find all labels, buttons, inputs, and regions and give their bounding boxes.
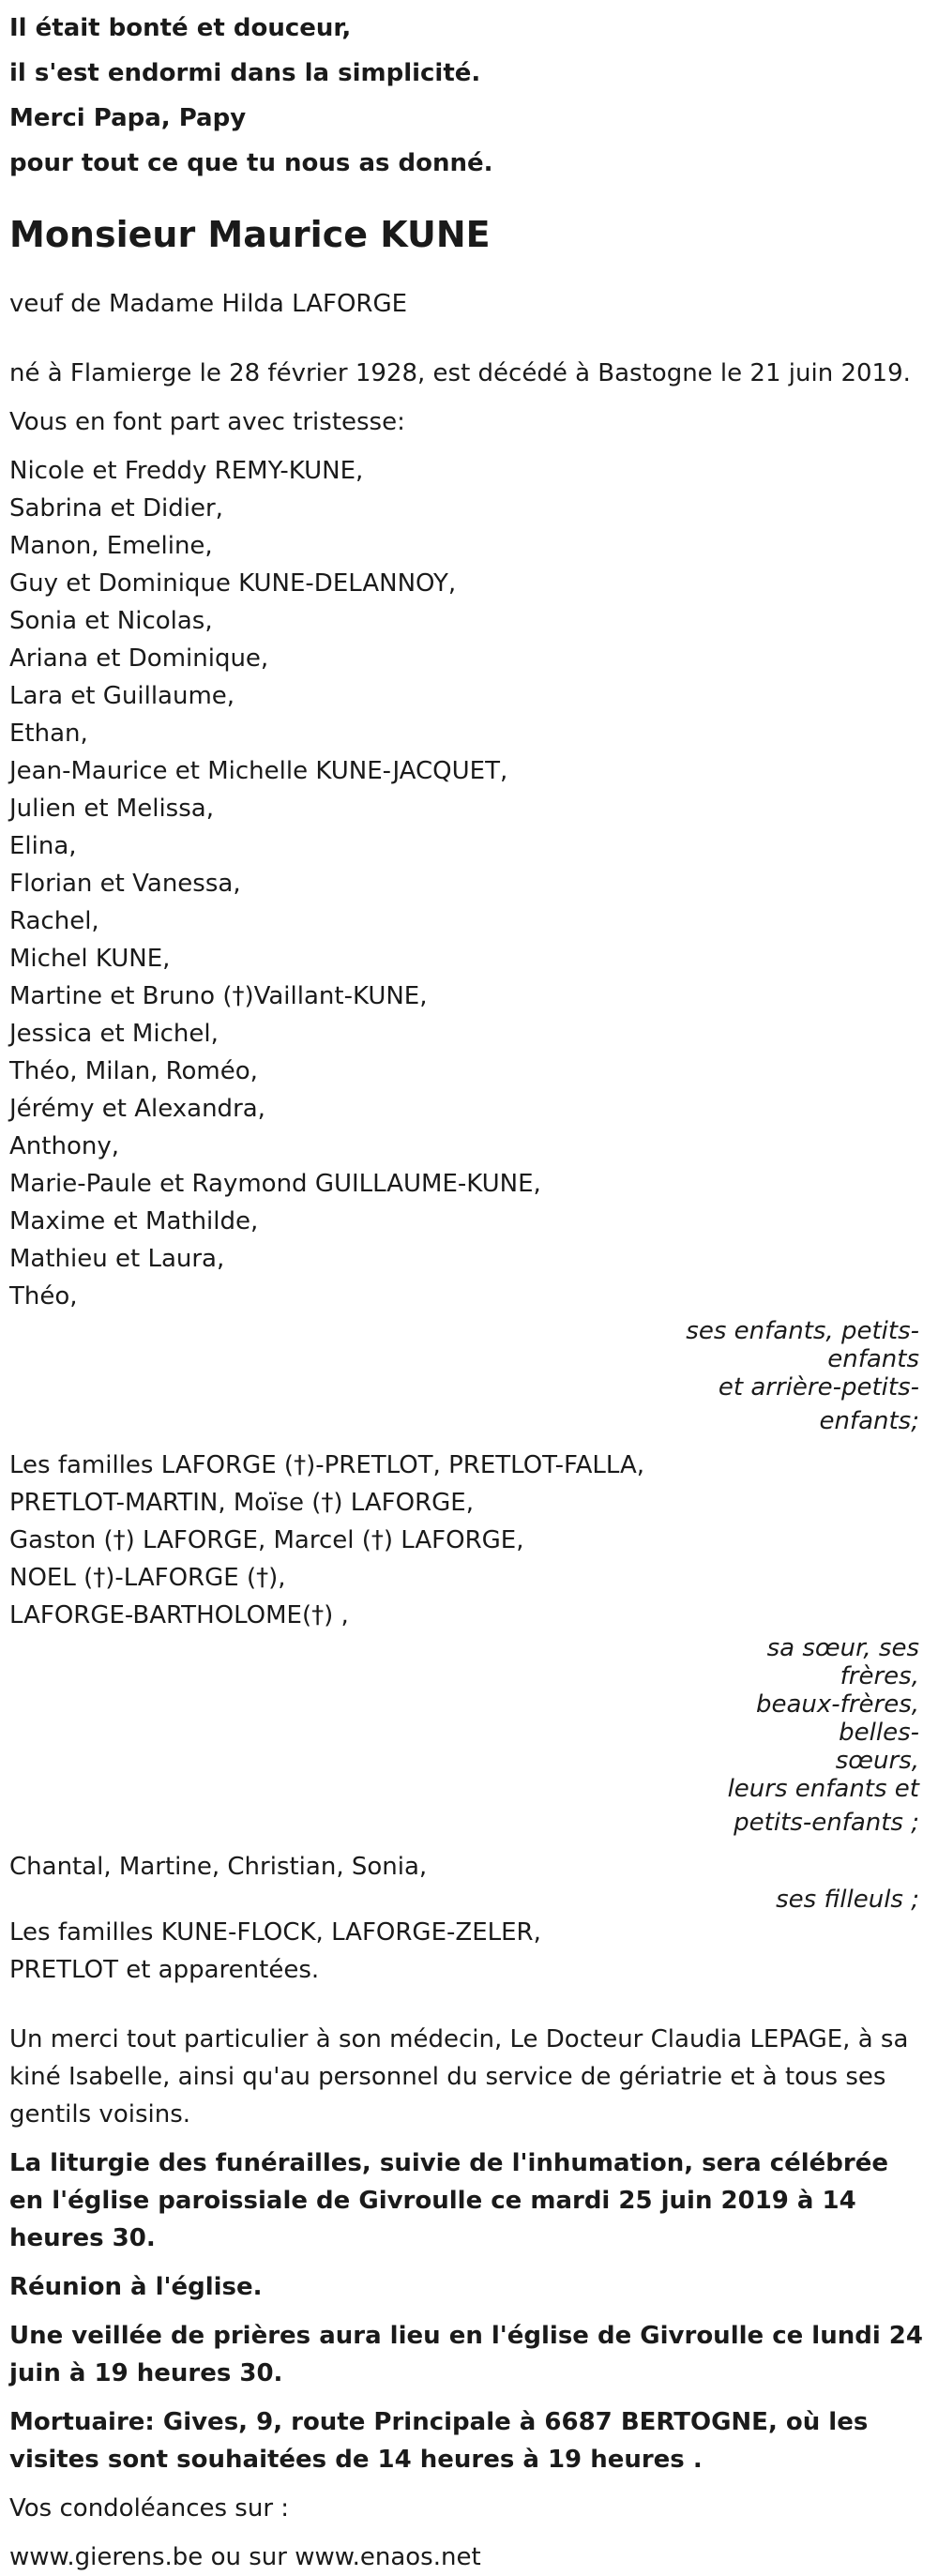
families-other-list	[9, 1914, 929, 1989]
intro-line: il s'est endormi dans la simplicité.	[9, 59, 481, 87]
announce-line: Vous en font part avec tristesse:	[9, 408, 405, 436]
funeral-paragraph: La liturgie des funérailles, suivie de l'inhumation, sera célébrée en l'église paroissiale de Givroulle ce mardi 25 juin 2019 à 14 heures 30.	[9, 2149, 888, 2252]
relation-godchildren	[685, 1886, 919, 1914]
family-line: Ethan,	[9, 720, 88, 748]
relation-line: enfants	[827, 1345, 919, 1373]
widower-line: veuf de Madame Hilda LAFORGE	[9, 290, 408, 318]
family-line: Nicole et Freddy REMY-KUNE,	[9, 457, 364, 485]
family-line: Sonia et Nicolas,	[9, 607, 213, 635]
family-line: Guy et Dominique KUNE-DELANNOY,	[9, 569, 457, 598]
relation-line: ses filleuls ;	[776, 1886, 919, 1914]
family-line: Anthony,	[9, 1132, 119, 1160]
family-line: Maxime et Mathilde,	[9, 1207, 259, 1235]
family-line: PRETLOT et apparentées.	[9, 1956, 320, 1984]
family-line: Rachel,	[9, 907, 99, 935]
family-line: Elina,	[9, 832, 77, 860]
relation-line: ses enfants, petits-	[686, 1317, 919, 1345]
family-line: Marie-Paule et Raymond GUILLAUME-KUNE,	[9, 1170, 541, 1198]
relation-line: enfants;	[819, 1407, 919, 1435]
mortuary-paragraph: Mortuaire: Gives, 9, route Principale à 6687 BERTOGNE, où les visites sont souhaitées de 14 heures à 19 heures .	[9, 2408, 869, 2474]
intro-line: Merci Papa, Papy	[9, 104, 247, 132]
family-children-list	[9, 452, 929, 1315]
relation-siblings	[685, 1634, 919, 1837]
family-line: Sabrina et Didier,	[9, 494, 223, 523]
condolences-sites: www.gierens.be ou sur www.enaos.net	[9, 2543, 481, 2571]
condolences-label: Vos condoléances sur :	[9, 2494, 290, 2523]
family-line: Julien et Melissa,	[9, 795, 214, 823]
intro-verse	[9, 6, 929, 186]
family-line: Ariana et Dominique,	[9, 644, 269, 673]
family-line: Michel KUNE,	[9, 945, 171, 973]
obituary-content	[9, 6, 929, 2576]
family-line: PRETLOT-MARTIN, Moïse (†) LAFORGE,	[9, 1489, 474, 1517]
intro-line: Il était bonté et douceur,	[9, 14, 352, 42]
family-siblings-list	[9, 1447, 929, 1634]
relation-line: sœurs,	[835, 1747, 919, 1775]
family-line: Martine et Bruno (†)Vaillant-KUNE,	[9, 982, 428, 1010]
relation-line: et arrière-petits-	[718, 1373, 919, 1402]
relation-line: beaux-frères, belles-	[755, 1690, 919, 1747]
family-line: NOEL (†)-LAFORGE (†),	[9, 1564, 286, 1592]
vigil-paragraph: Une veillée de prières aura lieu en l'église de Givroulle ce lundi 24 juin à 19 heures 30.	[9, 2322, 923, 2387]
family-line: Florian et Vanessa,	[9, 870, 241, 898]
family-line: Les familles KUNE-FLOCK, LAFORGE-ZELER,	[9, 1918, 541, 1947]
family-line: Théo,	[9, 1282, 78, 1311]
relation-line: petits-enfants ;	[734, 1809, 919, 1837]
relation-line: sa sœur, ses frères,	[766, 1634, 919, 1690]
family-line: Jean-Maurice et Michelle KUNE-JACQUET,	[9, 757, 508, 785]
birth-death-line: né à Flamierge le 28 février 1928, est décédé à Bastogne le 21 juin 2019.	[9, 359, 911, 387]
reunion-line: Réunion à l'église.	[9, 2273, 263, 2301]
relation-line: leurs enfants et	[727, 1775, 919, 1803]
family-line: Théo, Milan, Roméo,	[9, 1057, 258, 1085]
family-line: Lara et Guillaume,	[9, 682, 235, 710]
thanks-paragraph: Un merci tout particulier à son médecin, Le Docteur Claudia LEPAGE, à sa kiné Isabelle, ainsi qu'au personnel du service de gériatrie et à tous ses gentils voisins.	[9, 2025, 909, 2129]
family-line: Jérémy et Alexandra,	[9, 1095, 265, 1123]
deceased-name: Monsieur Maurice KUNE	[9, 214, 491, 255]
family-line: Les familles LAFORGE (†)-PRETLOT, PRETLOT-FALLA,	[9, 1451, 645, 1479]
family-line: LAFORGE-BARTHOLOME(†) ,	[9, 1601, 349, 1629]
godchildren-line: Chantal, Martine, Christian, Sonia,	[9, 1853, 428, 1881]
intro-line: pour tout ce que tu nous as donné.	[9, 149, 493, 177]
family-line: Jessica et Michel,	[9, 1020, 219, 1048]
family-line: Gaston (†) LAFORGE, Marcel (†) LAFORGE,	[9, 1526, 524, 1554]
family-line: Manon, Emeline,	[9, 532, 213, 560]
family-line: Mathieu et Laura,	[9, 1245, 225, 1273]
relation-children	[685, 1317, 919, 1435]
